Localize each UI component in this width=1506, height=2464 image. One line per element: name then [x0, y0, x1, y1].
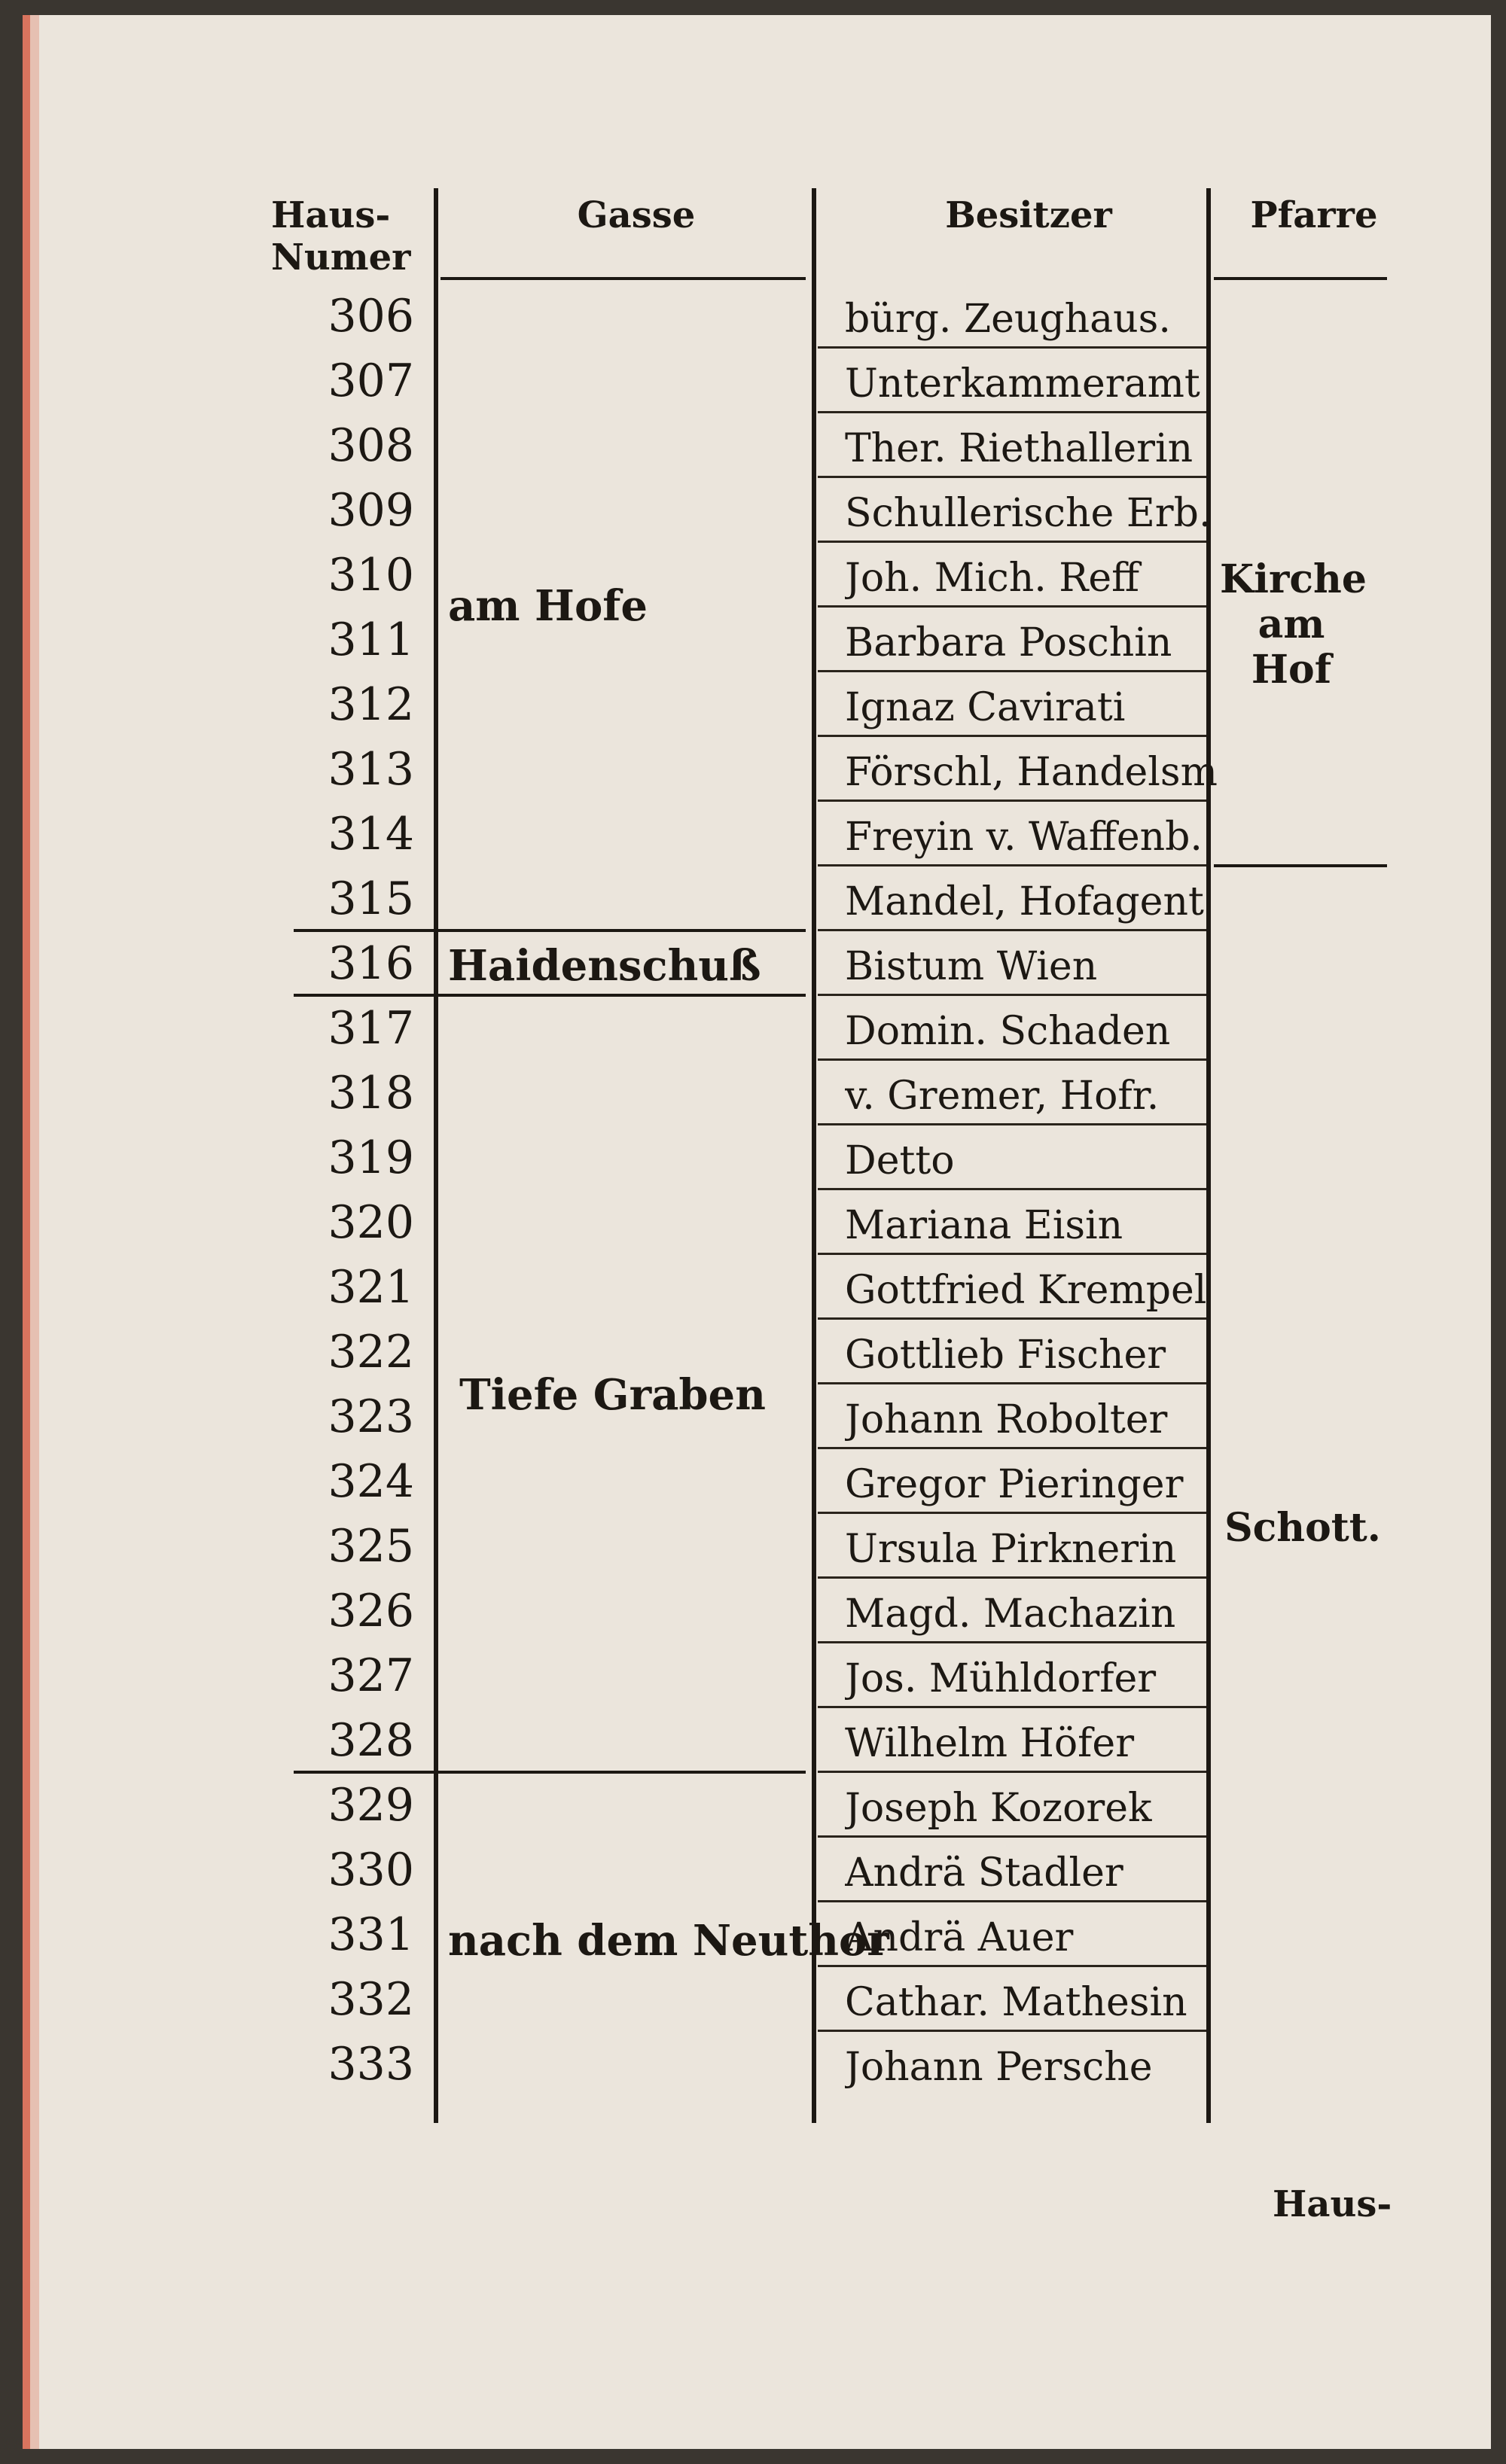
- row-rule: [818, 1253, 1206, 1255]
- pfarre-kirche-am-hof: Kirche am Hof: [1220, 556, 1367, 693]
- house-number: 306: [328, 290, 414, 343]
- row-rule: [818, 929, 1206, 931]
- house-number: 313: [328, 743, 414, 796]
- pfarre-header-underline: [1214, 277, 1387, 280]
- owner-name: Gottfried Krempel: [845, 1268, 1207, 1313]
- owner-name: Johann Robolter: [845, 1397, 1168, 1442]
- house-number: 333: [328, 2038, 414, 2091]
- house-number: 315: [328, 873, 414, 925]
- row-rule: [818, 1317, 1206, 1320]
- row-rule: [818, 346, 1206, 349]
- house-number: 327: [328, 1649, 414, 1702]
- gasse-nach-dem-neuthor: nach dem Neuthor: [448, 1916, 889, 1966]
- row-rule: [818, 1641, 1206, 1643]
- row-rule: [818, 605, 1206, 608]
- owner-name: Barbara Poschin: [845, 620, 1172, 665]
- house-number: 330: [328, 1844, 414, 1896]
- owner-name: Cathar. Mathesin: [845, 1980, 1187, 2025]
- house-number: 308: [328, 419, 414, 472]
- owner-name: Gregor Pieringer: [845, 1462, 1184, 1507]
- header-pfarre: Pfarre: [1250, 194, 1378, 236]
- owner-name: v. Gremer, Hofr.: [845, 1074, 1160, 1119]
- header-gasse: Gasse: [577, 194, 696, 236]
- header-number: Haus- Numer: [271, 194, 411, 279]
- row-rule: [818, 1706, 1206, 1708]
- group-rule-haidenschuss-end: [294, 994, 806, 997]
- row-rule: [818, 670, 1206, 672]
- house-number: 328: [328, 1714, 414, 1767]
- house-number: 320: [328, 1196, 414, 1249]
- row-rule: [818, 1576, 1206, 1579]
- house-number: 321: [328, 1261, 414, 1314]
- owner-name: Johann Persche: [845, 2045, 1153, 2090]
- house-number: 331: [328, 1908, 414, 1961]
- house-number: 319: [328, 1131, 414, 1184]
- row-rule: [818, 800, 1206, 802]
- house-number: 324: [328, 1455, 414, 1508]
- owner-name: Magd. Machazin: [845, 1591, 1176, 1637]
- catchword: Haus-: [1273, 2183, 1392, 2225]
- row-rule: [818, 735, 1206, 737]
- house-number: 311: [328, 614, 414, 666]
- row-rule: [818, 1123, 1206, 1125]
- owner-name: Ther. Riethallerin: [845, 426, 1194, 471]
- row-rule: [818, 864, 1206, 867]
- row-rule: [818, 1058, 1206, 1061]
- gasse-haidenschuss: Haidenschuß: [448, 941, 761, 991]
- row-rule: [818, 1835, 1206, 1838]
- row-rule: [818, 541, 1206, 543]
- rule-after-gasse: [812, 188, 816, 2123]
- owner-name: Unterkammeramt: [845, 361, 1200, 407]
- group-rule-tiefe-graben-end: [294, 1771, 806, 1774]
- book-page: [23, 15, 1491, 2449]
- owner-name: Schullerische Erb.: [845, 491, 1212, 536]
- house-number: 329: [328, 1779, 414, 1832]
- owner-name: Bistum Wien: [845, 944, 1098, 989]
- row-rule: [818, 2030, 1206, 2032]
- owner-name: bürg. Zeughaus.: [845, 297, 1171, 342]
- owner-name: Domin. Schaden: [845, 1009, 1171, 1054]
- owner-name: Mandel, Hofagent: [845, 879, 1204, 924]
- gasse-tiefe-graben: Tiefe Graben: [459, 1370, 766, 1420]
- pfarre-group-rule: [1214, 864, 1387, 867]
- house-number: 323: [328, 1390, 414, 1443]
- owner-name: Joh. Mich. Reff: [845, 556, 1140, 601]
- row-rule: [818, 1771, 1206, 1773]
- house-number: 314: [328, 808, 414, 860]
- owner-name: Förschl, Handelsm: [845, 750, 1218, 795]
- row-rule: [818, 411, 1206, 413]
- header-besitzer: Besitzer: [945, 194, 1112, 236]
- owner-name: Detto: [845, 1138, 955, 1183]
- row-rule: [818, 1188, 1206, 1190]
- owner-name: Mariana Eisin: [845, 1203, 1123, 1248]
- row-rule: [818, 1447, 1206, 1449]
- row-rule: [818, 1512, 1206, 1514]
- house-number: 325: [328, 1520, 414, 1573]
- rule-after-number: [434, 188, 438, 2123]
- house-number: 316: [328, 937, 414, 990]
- house-number: 317: [328, 1002, 414, 1055]
- owner-name: Andrä Stadler: [845, 1850, 1123, 1896]
- owner-name: Ursula Pirknerin: [845, 1527, 1177, 1572]
- house-number: 309: [328, 484, 414, 537]
- row-rule: [818, 994, 1206, 996]
- row-rule: [818, 476, 1206, 478]
- house-number: 307: [328, 355, 414, 407]
- house-number: 322: [328, 1326, 414, 1378]
- house-number: 326: [328, 1585, 414, 1637]
- row-rule: [818, 1382, 1206, 1384]
- owner-name: Andrä Auer: [845, 1915, 1074, 1960]
- row-rule: [818, 1900, 1206, 1902]
- house-number: 332: [328, 1973, 414, 2026]
- pfarre-schott: Schott.: [1224, 1505, 1381, 1551]
- owner-name: Joseph Kozorek: [845, 1786, 1152, 1831]
- house-number: 312: [328, 678, 414, 731]
- house-number: 310: [328, 549, 414, 602]
- group-rule-am-hofe-end: [294, 929, 806, 932]
- house-number: 318: [328, 1067, 414, 1119]
- gasse-header-underline: [441, 277, 806, 280]
- gasse-am-hofe: am Hofe: [448, 581, 648, 631]
- owner-name: Ignaz Cavirati: [845, 685, 1126, 730]
- owner-name: Freyin v. Waffenb.: [845, 815, 1203, 860]
- owner-name: Jos. Mühldorfer: [845, 1656, 1157, 1701]
- owner-name: Wilhelm Höfer: [845, 1721, 1135, 1766]
- page-edge: [30, 15, 39, 2449]
- owner-name: Gottlieb Fischer: [845, 1333, 1166, 1378]
